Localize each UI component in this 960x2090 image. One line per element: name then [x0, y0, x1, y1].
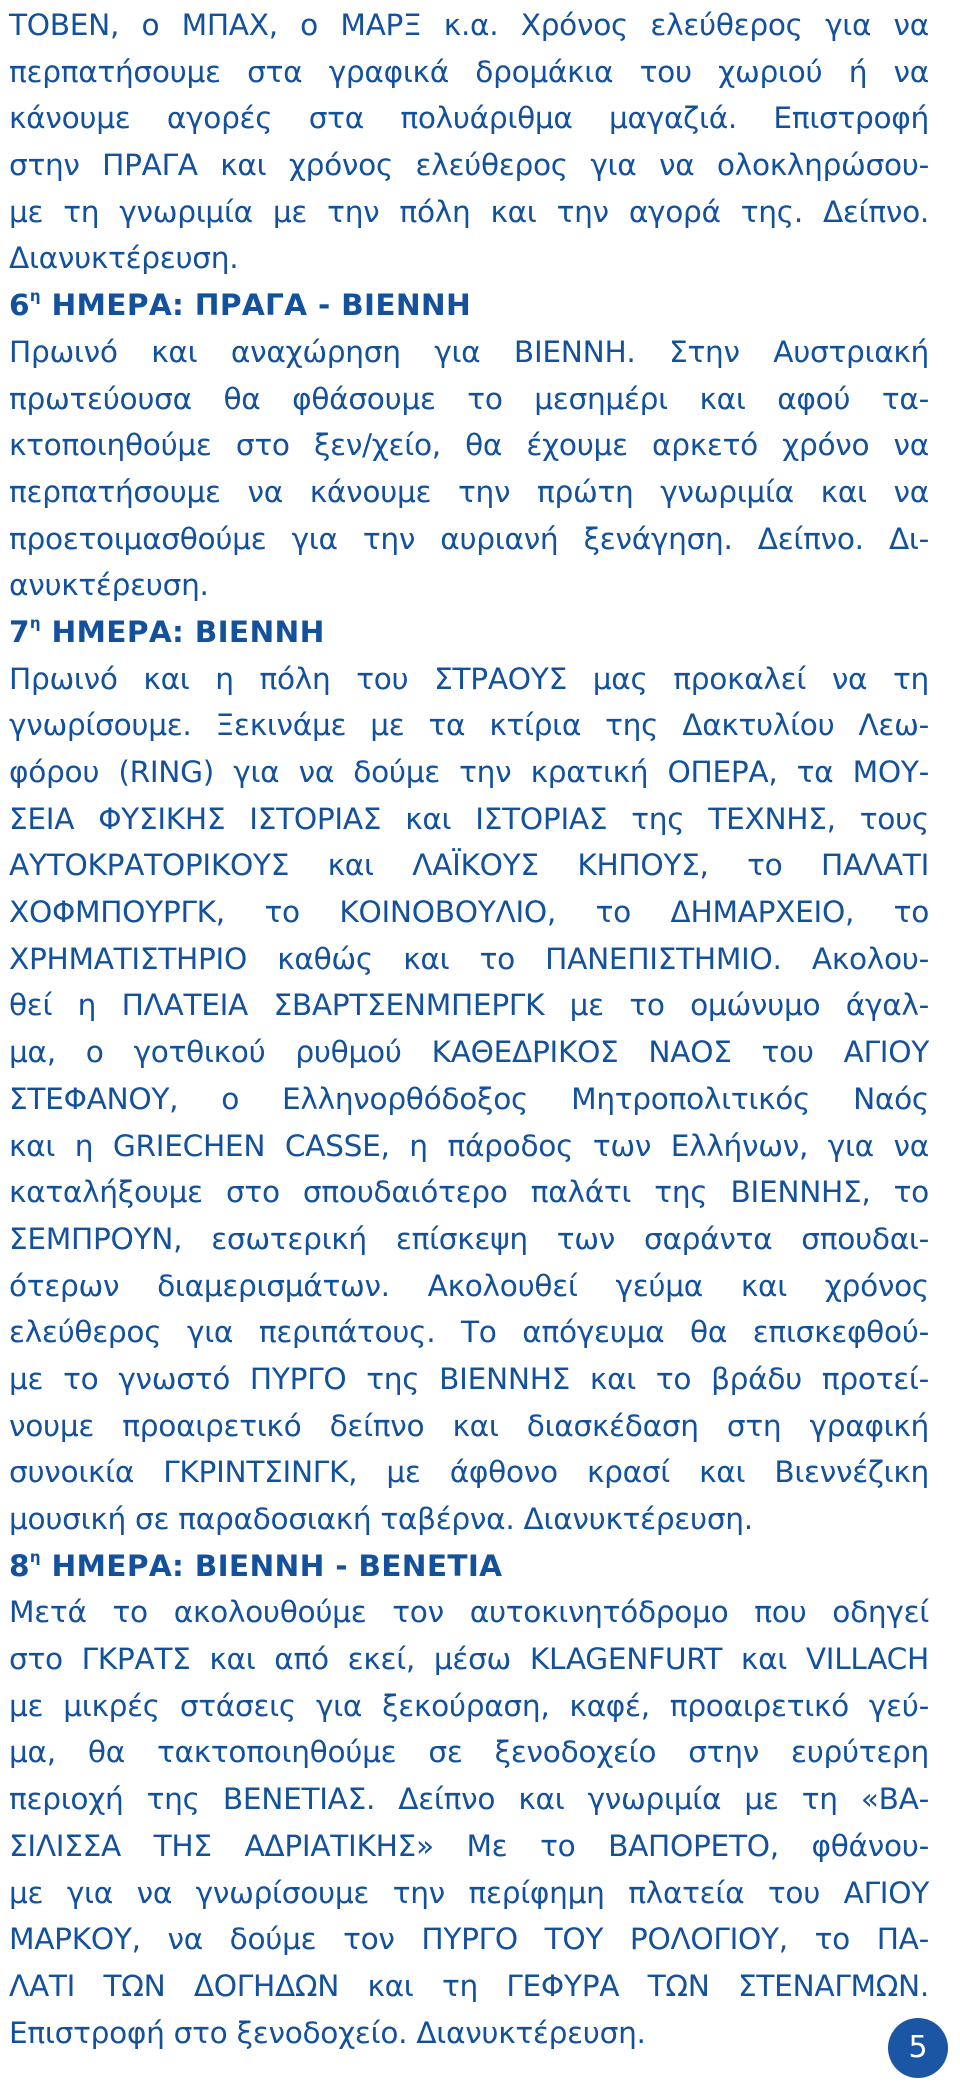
paragraph-line: κτοποιηθούμε στο ξεν/χείο, θα έχουμε αρκετό χρόνο να [9, 428, 929, 463]
paragraph-line: ανυκτέρευση. [9, 568, 209, 603]
paragraph-line: Πρωινό και αναχώρηση για ΒΙΕΝΝΗ. Στην Αυστριακή [9, 334, 929, 369]
day-heading [9, 609, 929, 656]
paragraph-line: στο ΓΚΡΑΤΣ και από εκεί, μέσω KLAGENFURT και VILLACH [9, 1642, 929, 1677]
paragraph-line: γνωρίσουμε. Ξεκινάμε με τα κτίρια της Δακτυλίου Λεω- [9, 708, 929, 743]
day-description [9, 1589, 929, 2056]
paragraph-line: με για να γνωρίσουμε την περίφημη πλατεία του ΑΓΙΟΥ [9, 1875, 929, 1910]
paragraph-line: με το γνωστό ΠΥΡΓΟ της ΒΙΕΝΝΗΣ και το βράδυ προτεί- [9, 1361, 929, 1396]
paragraph-line: με τη γνωριμία με την πόλη και την αγορά της. Δείπνο. [9, 194, 929, 229]
paragraph-line: καταλήξουμε στο σπουδαιότερο παλάτι της ΒΙΕΝΝΗΣ, το [9, 1175, 929, 1210]
day-title: ΗΜΕΡΑ: ΒΙΕΝΝΗ - ΒΕΝΕΤΙΑ [40, 1548, 503, 1583]
day-ordinal-suffix: η [29, 613, 41, 632]
day-number: 6 [9, 288, 30, 323]
day-heading [9, 1543, 929, 1590]
day-ordinal-suffix: η [29, 1547, 41, 1566]
paragraph-line: πρωτεύουσα θα φθάσουμε το μεσημέρι και αφού τα- [9, 381, 929, 416]
day-number: 8 [9, 1548, 30, 1583]
itinerary-page [9, 2, 929, 2056]
day-title: ΗΜΕΡΑ: ΒΙΕΝΝΗ [40, 614, 325, 649]
paragraph-line: ελεύθερος για περιπάτους. Το απόγευμα θα επισκεφθού- [9, 1315, 929, 1350]
paragraph-line: ΣΙΛΙΣΣΑ ΤΗΣ ΑΔΡΙΑΤΙΚΗΣ» Με το ΒΑΠΟΡΕΤΟ, φθάνου- [9, 1828, 929, 1863]
day-number: 7 [9, 614, 30, 649]
paragraph-line: προετοιμασθούμε για την αυριανή ξενάγηση. Δείπνο. Δι- [9, 521, 929, 556]
paragraph-line: ΑΥΤΟΚΡΑΤΟΡΙΚΟΥΣ και ΛΑΪΚΟΥΣ ΚΗΠΟΥΣ, το ΠΑΛΑΤΙ [9, 848, 929, 883]
paragraph-line: στην ΠΡΑΓΑ και χρόνος ελεύθερος για να ολοκληρώσου- [9, 148, 929, 183]
paragraph-line: περπατήσουμε να κάνουμε την πρώτη γνωριμία και να [9, 474, 929, 509]
paragraph-line: κάνουμε αγορές στα πολυάριθμα μαγαζιά. Επιστροφή [9, 101, 929, 136]
paragraph-line: Μετά το ακολουθούμε τον αυτοκινητόδρομο που οδηγεί [9, 1595, 929, 1630]
paragraph-line: ΧΡΗΜΑΤΙΣΤΗΡΙΟ καθώς και το ΠΑΝΕΠΙΣΤΗΜΙΟ. Ακολου- [9, 941, 929, 976]
page-number-badge: 5 [888, 2018, 948, 2078]
paragraph-line: ότερων διαμερισμάτων. Ακολουθεί γεύμα και χρόνος [9, 1268, 929, 1303]
paragraph-line: περπατήσουμε στα γραφικά δρομάκια του χωριού ή να [9, 54, 929, 89]
paragraph-line: θεί η ΠΛΑΤΕΙΑ ΣΒΑΡΤΣΕΝΜΠΕΡΓΚ με το ομώνυμο άγαλ- [9, 988, 929, 1023]
paragraph-line: ΜΑΡΚΟΥ, να δούμε τον ΠΥΡΓΟ ΤΟΥ ΡΟΛΟΓΙΟΥ, το ΠΑ- [9, 1922, 929, 1957]
paragraph-line: Πρωινό και η πόλη του ΣΤΡΑΟΥΣ μας προκαλεί να τη [9, 661, 929, 696]
paragraph-line: περιοχή της ΒΕΝΕΤΙΑΣ. Δείπνο και γνωριμία με τη «ΒΑ- [9, 1782, 929, 1817]
day-heading [9, 282, 929, 329]
paragraph-line: Επιστροφή στο ξενοδοχείο. Διανυκτέρευση. [9, 2015, 646, 2050]
paragraph-line: ΧΟΦΜΠΟΥΡΓΚ, το ΚΟΙΝΟΒΟΥΛΙΟ, το ΔΗΜΑΡΧΕΙΟ, το [9, 895, 929, 930]
day-title: ΗΜΕΡΑ: ΠΡΑΓΑ - ΒΙΕΝΝΗ [40, 288, 472, 323]
paragraph-line: και η GRIECHEN CASSE, η πάροδος των Ελλήνων, για να [9, 1128, 929, 1163]
paragraph-line: συνοικία ΓΚΡΙΝΤΣΙΝΓΚ, με άφθονο κρασί και Βιεννέζικη [9, 1455, 929, 1490]
paragraph-line: ΛΑΤΙ ΤΩΝ ΔΟΓΗΔΩΝ και τη ΓΕΦΥΡΑ ΤΩΝ ΣΤΕΝΑΓΜΩΝ. [9, 1968, 929, 2003]
day-ordinal-suffix: η [29, 287, 41, 306]
day-description [9, 656, 929, 1543]
paragraph-line: μα, θα τακτοποιηθούμε σε ξενοδοχείο στην ευρύτερη [9, 1735, 929, 1770]
intro-paragraph [9, 2, 929, 282]
paragraph-line: μα, ο γοτθικού ρυθμού ΚΑΘΕΔΡΙΚΟΣ ΝΑΟΣ του ΑΓΙΟΥ [9, 1035, 929, 1070]
paragraph-line: νουμε προαιρετικό δείπνο και διασκέδαση στη γραφική [9, 1408, 929, 1443]
paragraph-line: ΣΤΕΦΑΝΟΥ, ο Ελληνορθόδοξος Μητροπολιτικός Ναός [9, 1081, 929, 1116]
paragraph-line: ΣΕΙΑ ΦΥΣΙΚΗΣ ΙΣΤΟΡΙΑΣ και ΙΣΤΟΡΙΑΣ της ΤΕΧΝΗΣ, τους [9, 801, 929, 836]
paragraph-line: ΣΕΜΠΡΟΥΝ, εσωτερική επίσκεψη των σαράντα σπουδαι- [9, 1221, 929, 1256]
paragraph-line: μουσική σε παραδοσιακή ταβέρνα. Διανυκτέρευση. [9, 1502, 753, 1536]
paragraph-line: φόρου (RING) για να δούμε την κρατική ΟΠΕΡΑ, τα ΜΟΥ- [9, 755, 929, 789]
paragraph-line: με μικρές στάσεις για ξεκούραση, καφέ, προαιρετικό γεύ- [9, 1688, 929, 1723]
paragraph-line: ΤΟΒΕΝ, ο ΜΠΑΧ, ο ΜΑΡΞ κ.α. Χρόνος ελεύθερος για να [9, 8, 929, 42]
day-description [9, 329, 929, 609]
paragraph-line: Διανυκτέρευση. [9, 241, 239, 276]
